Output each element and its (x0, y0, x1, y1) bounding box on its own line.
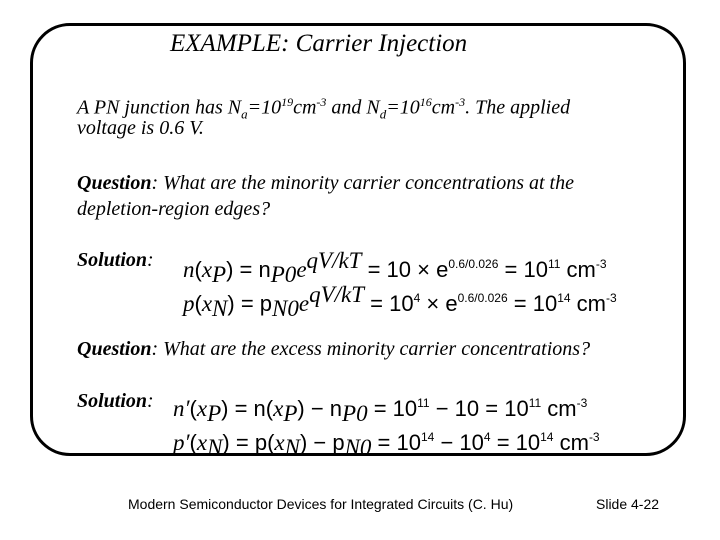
equation-excess-n: $n'(x_P) = n(x_P) - n_{P0} = 10^{11} - 10 = 10^{11}$ $cm^{-3}$ (173, 396, 588, 426)
equation-n-xp: $n(x_P) = n_{P0}e^{qV/kT} = 10 \times e^{0.6/0.026} = 10^{11}$ $cm^{-3}$ (183, 248, 607, 287)
slide-number: Slide 4-22 (596, 496, 660, 512)
question-2-label: Question (77, 338, 152, 360)
equation-p-xn: $p(x_N) = p_{N0}e^{qV/kT} = 10^4 \times e^{0.6/0.026} = 10^{14}$ $cm^{-3}$ (183, 282, 617, 321)
question-2: Question: What are the excess minority carrier concentrations? (77, 338, 591, 360)
equation-excess-p: $p'(x_N) = p(x_N) - p_{N0} = 10^{14} - 10^4 = 10^{14}$ $cm^{-3}$ (173, 430, 600, 460)
solution-1-label: Solution: (77, 249, 154, 271)
intro-line-2: voltage is 0.6 V. (77, 117, 204, 139)
question-1-label: Question (77, 172, 152, 194)
intro-line-1: A PN junction has $N_a=10^{19}cm^{-3}$ and $N_d=10^{16}cm^{-3}$. The applied (77, 95, 571, 122)
question-1-line-2: depletion-region edges? (77, 198, 271, 220)
question-1-line-1: Question: What are the minority carrier concentrations at the (77, 172, 574, 194)
solution-2-label: Solution: (77, 390, 154, 412)
footer-source: Modern Semiconductor Devices for Integrated Circuits (C. Hu) (128, 496, 514, 512)
slide-title: EXAMPLE: Carrier Injection (170, 30, 468, 57)
